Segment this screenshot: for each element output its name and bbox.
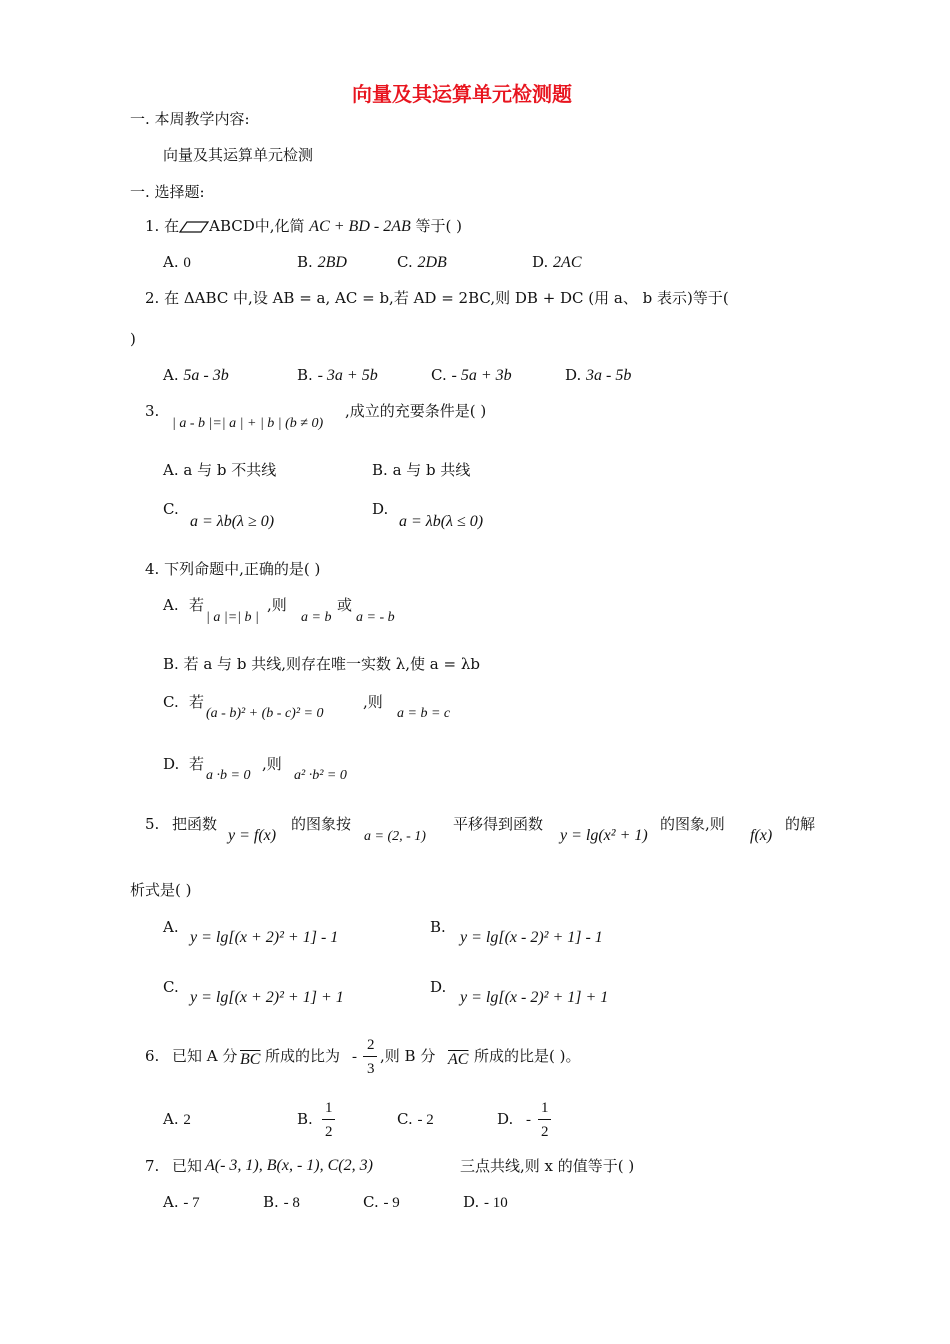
option-d[interactable] [532, 253, 582, 272]
option-d-value: y = lg[(x - 2)² + 1] + 1 [460, 989, 609, 1006]
fraction-bar [322, 1119, 335, 1120]
question-6-text: 已知 A 分 [172, 1047, 238, 1065]
option-b[interactable] [297, 366, 378, 385]
option-letter: A. [163, 1193, 179, 1211]
option-value: 2BD [317, 254, 347, 271]
question-5-text: 平移得到函数 [453, 815, 544, 833]
option-c[interactable] [363, 1193, 400, 1212]
question-text: 等于( ) [415, 217, 463, 235]
option-c-text: 若 [189, 693, 205, 711]
option-letter: A. [163, 1110, 179, 1128]
option-value: - 3a + 5b [317, 367, 378, 384]
minus-sign: - [352, 1049, 357, 1065]
option-letter: C. [397, 253, 413, 271]
option-b-letter[interactable]: B. [297, 1110, 313, 1128]
vector-expression: AC + BD - 2AB [309, 218, 411, 235]
option-d-expr: a² ·b² = 0 [294, 768, 347, 783]
question-2-stem: 2. 在 ΔABC 中,设 AB = a, AC = b,若 AD = 2BC,则 DB + DC (用 a、 b 表示)等于( [145, 289, 729, 307]
option-letter: B. [297, 366, 313, 384]
option-a[interactable] [163, 366, 229, 385]
option-a-letter[interactable]: A. [163, 918, 179, 936]
question-text: ABCD中,化简 [209, 217, 305, 235]
option-d-value: a = λb(λ ≤ 0) [399, 513, 484, 530]
question-number: 6. [145, 1047, 160, 1065]
function-expr: f(x) [750, 827, 773, 844]
option-d-text: 若 [189, 755, 205, 773]
option-value: - 8 [283, 1195, 300, 1211]
option-d-expr: a ·b = 0 [206, 768, 251, 783]
option-d[interactable] [463, 1193, 508, 1212]
option-c-letter[interactable]: C. [163, 693, 179, 711]
question-5-text: 把函数 [172, 815, 218, 833]
option-b[interactable] [297, 253, 347, 272]
option-d-letter[interactable]: D. [430, 978, 447, 996]
question-7-text: 已知 [172, 1157, 203, 1175]
question-5-text: 的图象按 [291, 815, 352, 833]
option-c-expr: a = b = c [397, 706, 451, 721]
question-5-text-cont: 析式是( ) [130, 881, 192, 899]
parallelogram-icon [179, 221, 209, 233]
question-5-text: 的解 [785, 815, 816, 833]
option-letter: A. [163, 366, 179, 384]
question-number: 3. [145, 402, 160, 420]
question-3-stem: ,成立的充要条件是( ) [345, 402, 487, 420]
page-title: 向量及其运算单元检测题 [352, 82, 572, 106]
option-b-letter[interactable]: B. [430, 918, 446, 936]
option-letter: C. [397, 1110, 413, 1128]
question-number: 5. [145, 815, 160, 833]
option-a[interactable] [163, 1110, 191, 1129]
question-7-text: 三点共线,则 x 的值等于( ) [460, 1157, 635, 1175]
option-a-expr: | a |=| b | [206, 610, 259, 625]
option-a[interactable] [163, 1193, 200, 1212]
option-value: 2AC [553, 254, 582, 271]
option-c[interactable] [397, 253, 447, 272]
option-letter: A. [163, 461, 179, 479]
question-6-text: ,则 B 分 [380, 1047, 436, 1065]
question-6-text: 所成的比为 [265, 1047, 341, 1065]
option-value: 3a - 5b [586, 367, 632, 384]
function-expr: y = f(x) [228, 827, 277, 844]
option-letter: C. [431, 366, 447, 384]
translation-vector: a = (2, - 1) [364, 829, 426, 844]
question-6-text: 所成的比是( )。 [474, 1047, 581, 1065]
question-number: 1. [145, 217, 160, 235]
function-expr: y = lg(x² + 1) [560, 827, 648, 844]
option-value: - 7 [183, 1195, 200, 1211]
option-c-letter[interactable]: C. [163, 500, 179, 518]
fraction-denominator: 2 [541, 1124, 549, 1140]
minus-sign: - [526, 1112, 531, 1128]
option-a-expr: a = - b [356, 610, 395, 625]
section-heading-choice: 一. 选择题: [130, 183, 205, 201]
fraction-denominator: 3 [367, 1061, 375, 1077]
option-letter: C. [363, 1193, 379, 1211]
option-a-text: 若 [189, 596, 205, 614]
option-letter: B. [297, 253, 313, 271]
section-content-text: 向量及其运算单元检测 [163, 146, 314, 164]
option-a-value: y = lg[(x + 2)² + 1] - 1 [190, 929, 339, 946]
option-c[interactable] [431, 366, 512, 385]
option-c-expr: (a - b)² + (b - c)² = 0 [206, 706, 324, 721]
option-value: 2 [183, 1112, 191, 1128]
option-a[interactable] [163, 253, 191, 272]
option-value: - 2 [417, 1112, 434, 1128]
option-value: - 10 [484, 1195, 508, 1211]
option-d[interactable] [565, 366, 631, 385]
question-text: 在 [164, 217, 180, 235]
option-d-text: ,则 [262, 755, 282, 773]
points-expression: A(- 3, 1), B(x, - 1), C(2, 3) [205, 1157, 373, 1174]
option-c-value: a = λb(λ ≥ 0) [190, 513, 275, 530]
option-b[interactable] [372, 461, 470, 479]
question-number: 7. [145, 1157, 160, 1175]
option-value: - 5a + 3b [451, 367, 512, 384]
question-4-stem: 4. 下列命题中,正确的是( ) [145, 560, 321, 578]
option-b-value: y = lg[(x - 2)² + 1] - 1 [460, 929, 603, 946]
option-value: 若 a 与 b 共线,则存在唯一实数 λ,使 a = λb [183, 655, 480, 673]
question-1-stem [145, 217, 462, 236]
option-letter: D. [532, 253, 549, 271]
option-a-expr: a = b [301, 610, 332, 625]
option-c-text: ,则 [363, 693, 383, 711]
option-c-letter[interactable]: C. [163, 978, 179, 996]
segment-expr: $\overline{BC}$ [240, 1051, 261, 1068]
option-letter: B. [163, 655, 179, 673]
fraction-numerator: 2 [367, 1037, 375, 1053]
option-d-letter[interactable]: D. [372, 500, 389, 518]
question-2-stem-cont: ) [130, 330, 136, 348]
fraction-bar [363, 1056, 377, 1057]
option-b[interactable] [163, 655, 480, 673]
option-a[interactable] [163, 461, 276, 479]
option-d-letter[interactable]: D. [497, 1110, 514, 1128]
section-heading-content: 一. 本周教学内容: [130, 110, 250, 128]
option-a-letter[interactable]: A. [163, 596, 179, 614]
option-value: 2DB [417, 254, 447, 271]
option-b[interactable] [263, 1193, 300, 1212]
option-value: 5a - 3b [183, 367, 229, 384]
fraction-numerator: 1 [325, 1100, 333, 1116]
option-letter: B. [372, 461, 388, 479]
fraction-denominator: 2 [325, 1124, 333, 1140]
option-value: a 与 b 不共线 [183, 461, 277, 479]
option-letter: B. [263, 1193, 279, 1211]
option-letter: A. [163, 253, 179, 271]
option-a-text: 或 [337, 596, 353, 614]
option-letter: D. [565, 366, 582, 384]
option-c-value: y = lg[(x + 2)² + 1] + 1 [190, 989, 344, 1006]
option-value: 0 [183, 255, 191, 271]
option-value: - 9 [383, 1195, 400, 1211]
question-5-text: 的图象,则 [660, 815, 725, 833]
option-letter: D. [463, 1193, 480, 1211]
option-a-text: ,则 [267, 596, 287, 614]
condition-expression: | a - b |=| a | + | b | (b ≠ 0) [172, 416, 324, 431]
option-d-letter[interactable]: D. [163, 755, 180, 773]
option-value: a 与 b 共线 [392, 461, 471, 479]
fraction-numerator: 1 [541, 1100, 549, 1116]
fraction-bar [538, 1119, 551, 1120]
segment-expr: $\overline{AC}$ [448, 1051, 469, 1068]
option-c[interactable] [397, 1110, 434, 1129]
